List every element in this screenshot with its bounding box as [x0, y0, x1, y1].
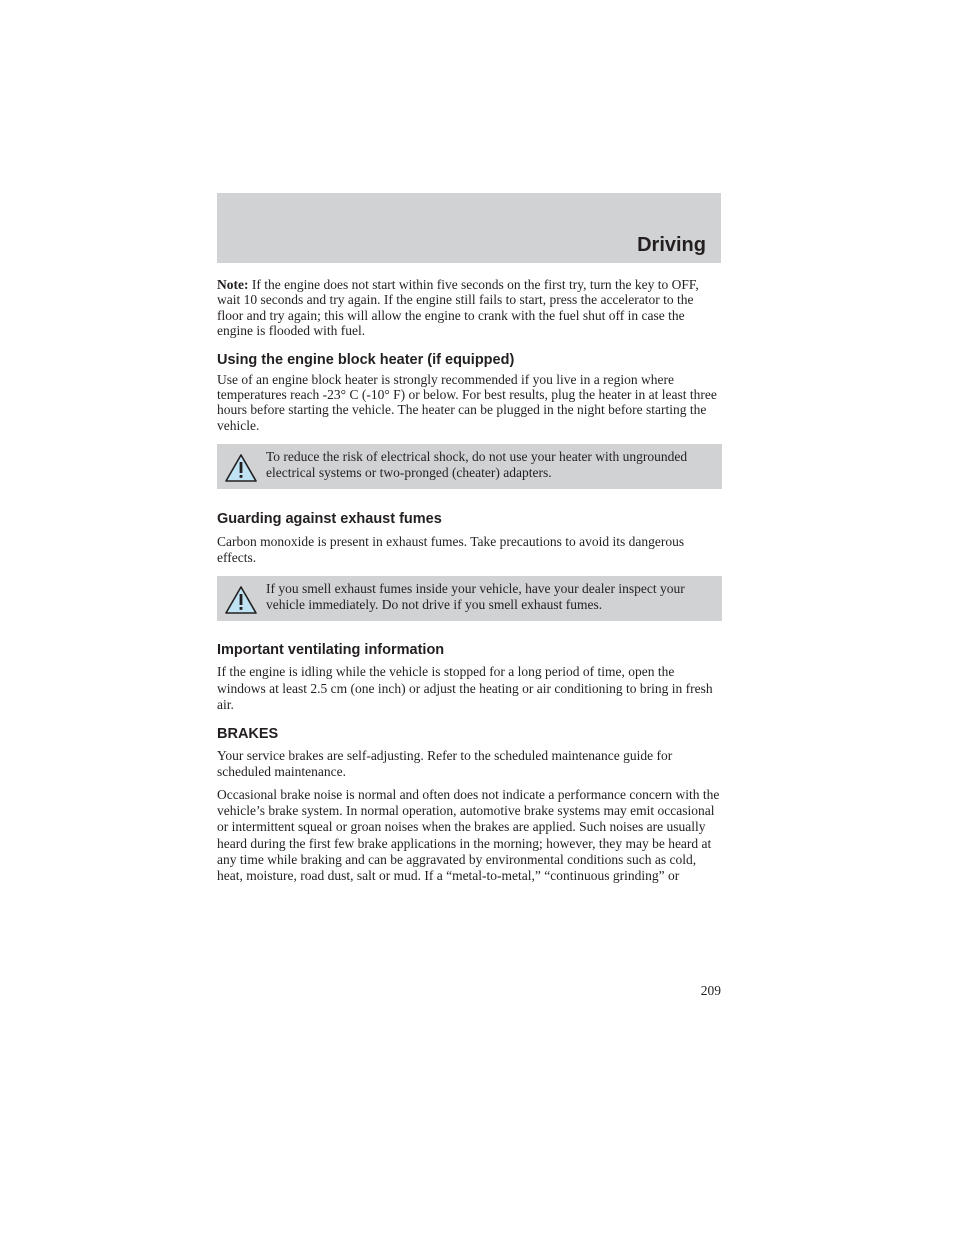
brakes-heading: BRAKES — [217, 725, 279, 742]
section-title: Driving — [637, 234, 706, 256]
brakes-body-1: Your service brakes are self-adjusting. Refer to the scheduled maintenance guide for scheduled maintenance. — [217, 747, 673, 780]
electrical-shock-warning-text: To reduce the risk of electrical shock, do not use your heater with ungrounded electrical systems or two-pronged (cheater) adapters. — [266, 449, 688, 481]
note-paragraph — [217, 277, 722, 339]
note-text: If the engine does not start within five seconds on the first try, turn the key to OFF, wait 10 seconds and try again. If the engine still fails to start, press the accelerator to the floor and try again; this will allow the engine to crank with the fuel shut off in case the engine is flooded with fuel. — [217, 277, 699, 339]
exhaust-warning-text: If you smell exhaust fumes inside your vehicle, have your dealer inspect your vehicle immediately. Do not drive if you smell exhaust fumes. — [266, 581, 685, 613]
warning-triangle-icon — [224, 585, 258, 615]
exhaust-heading: Guarding against exhaust fumes — [217, 511, 442, 528]
page-content — [217, 277, 722, 885]
block-heater-heading: Using the engine block heater (if equipped) — [217, 351, 515, 368]
exhaust-warning — [217, 576, 722, 621]
brakes-body-2: Occasional brake noise is normal and often does not indicate a performance concern with the vehicle’s brake system. In normal operation, automotive brake systems may emit occasional or intermittent squeal or groan noises when the brakes are applied. Such noises are usually heard during the first few brake applications in the morning; however, they may be heard at any time while braking and can be aggravated by environmental conditions such as cold, heat, moisture, road dust, salt or mud. If a “metal-to-metal,” “continuous grinding” or — [217, 786, 720, 884]
ventilating-body: If the engine is idling while the vehicle is stopped for a long period of time, open the windows at least 2.5 cm (one inch) or adjust the heating or air conditioning to bring in fresh air. — [217, 664, 713, 713]
page-number: 209 — [700, 983, 721, 998]
ventilating-heading: Important ventilating information — [217, 642, 445, 659]
section-header-band — [217, 193, 721, 263]
exhaust-body: Carbon monoxide is present in exhaust fumes. Take precautions to avoid its dangerous effects. — [217, 534, 685, 566]
note-label: Note: — [217, 277, 249, 292]
electrical-shock-warning — [217, 444, 722, 489]
block-heater-body: Use of an engine block heater is strongly recommended if you live in a region where temperatures reach -23° C (-10° F) or below. For best results, plug the heater in at least three hours before starting the vehicle. The heater can be plugged in the night before starting the vehicle. — [217, 371, 717, 433]
warning-triangle-icon — [224, 453, 258, 483]
